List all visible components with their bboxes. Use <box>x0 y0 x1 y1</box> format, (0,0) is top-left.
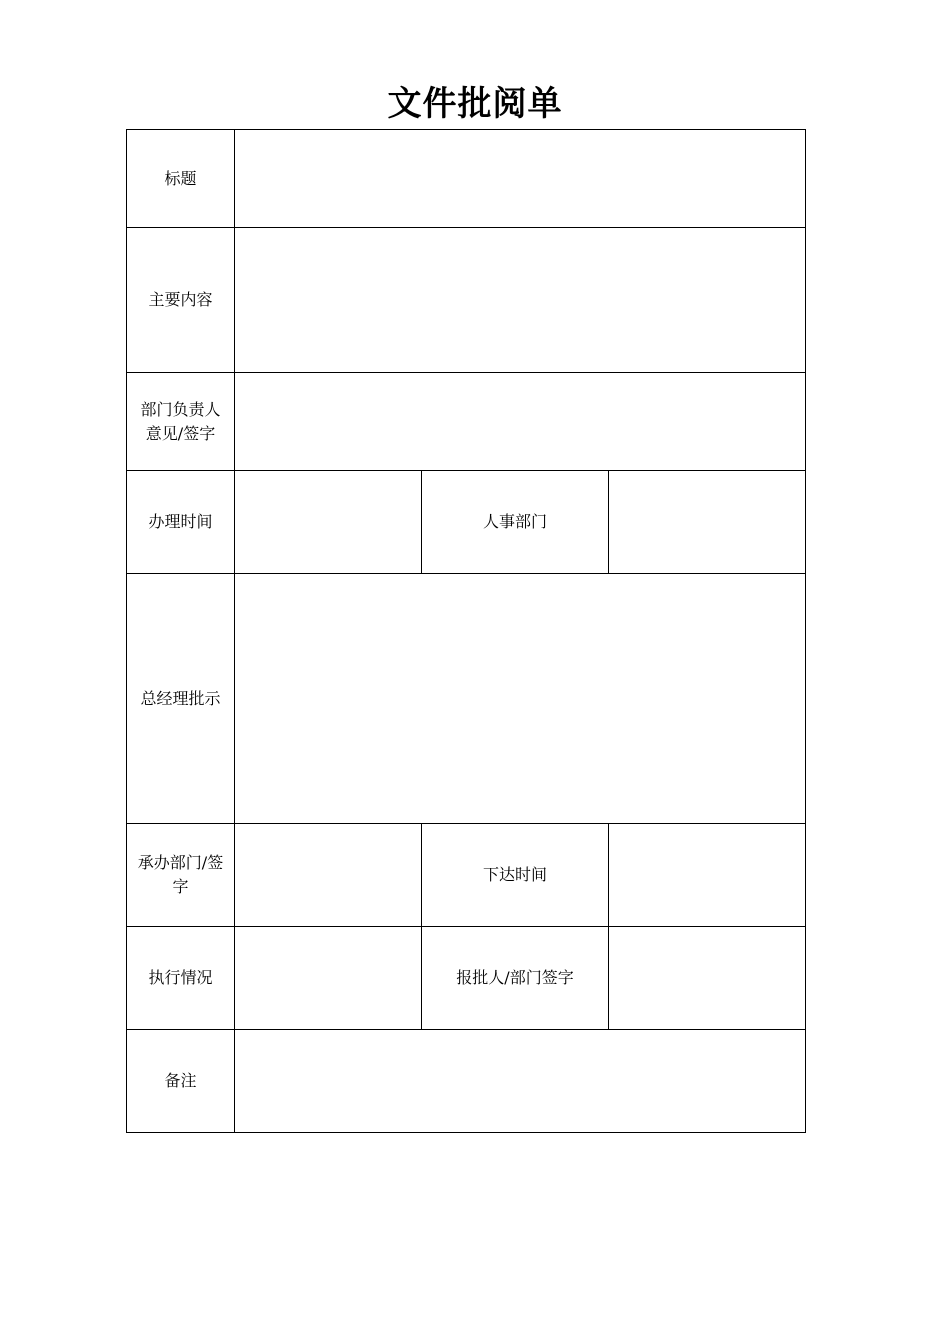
field-dept-head-opinion[interactable] <box>235 373 806 471</box>
document-title: 文件批阅单 <box>387 84 563 124</box>
label-gm-instruction: 总经理批示 <box>127 574 235 824</box>
label-handling-time: 办理时间 <box>127 471 235 574</box>
field-undertaking-dept-sign[interactable] <box>235 824 422 927</box>
row-handling-time <box>127 471 806 574</box>
row-execution-status <box>127 927 806 1030</box>
field-remarks[interactable] <box>235 1030 806 1133</box>
field-handling-time[interactable] <box>235 471 422 574</box>
label-hr-department: 人事部门 <box>422 471 609 574</box>
label-title: 标题 <box>127 130 235 228</box>
row-main-content <box>127 228 806 373</box>
field-execution-status[interactable] <box>235 927 422 1030</box>
field-submitter-dept-sign[interactable] <box>609 927 806 1030</box>
label-undertaking-dept-sign: 承办部门/签字 <box>127 824 235 927</box>
label-main-content: 主要内容 <box>127 228 235 373</box>
label-execution-status: 执行情况 <box>127 927 235 1030</box>
label-dept-head-opinion: 部门负责人意见/签字 <box>127 373 235 471</box>
row-undertaking-dept <box>127 824 806 927</box>
field-gm-instruction[interactable] <box>235 574 806 824</box>
label-issue-time: 下达时间 <box>422 824 609 927</box>
field-issue-time[interactable] <box>609 824 806 927</box>
approval-form-table <box>126 129 806 1133</box>
row-title <box>127 130 806 228</box>
label-remarks: 备注 <box>127 1030 235 1133</box>
field-hr-department[interactable] <box>609 471 806 574</box>
field-main-content[interactable] <box>235 228 806 373</box>
row-dept-head-opinion <box>127 373 806 471</box>
row-remarks <box>127 1030 806 1133</box>
field-title[interactable] <box>235 130 806 228</box>
row-gm-instruction <box>127 574 806 824</box>
label-submitter-dept-sign: 报批人/部门签字 <box>422 927 609 1030</box>
